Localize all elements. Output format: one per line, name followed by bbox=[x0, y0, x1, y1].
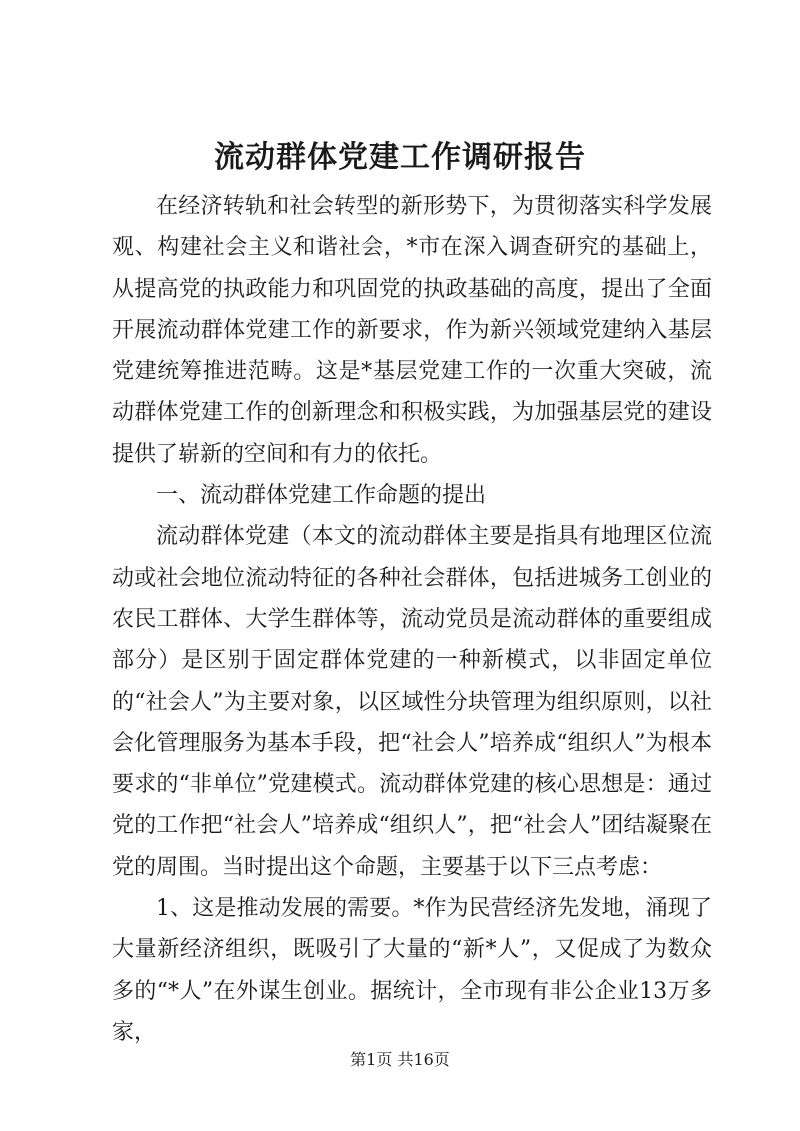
page-number-footer: 第1页 共16页 bbox=[350, 1050, 450, 1069]
paragraph-point-1: 1、这是推动发展的需要。*作为民营经济先发地，涌现了大量新经济组织，既吸引了大量的“新*人”，又促成了为数众多的“*人”在外谋生创业。据统计，全市现有非公企业13万多家， bbox=[112, 896, 712, 1045]
paragraph-definition: 流动群体党建（本文的流动群体主要是指具有地理区位流动或社会地位流动特征的各种社会群体，包括进城务工创业的农民工群体、大学生群体等，流动党员是流动群体的重要组成部分）是区别于固定群体党建的一种新模式，以非固定单位的“社会人”为主要对象，以区域性分块管理为组织原则，以社会化管理服务为基本手段，把“社会人”培养成“组织人”为根本要求的“非单位”党建模式。流动群体党建的核心思想是：通过党的工作把“社会人”培养成“组织人”，把“社会人”团结凝聚在党的周围。当时提出这个命题，主要基于以下三点考虑： bbox=[112, 524, 712, 880]
paragraph-intro: 在经济转轨和社会转型的新形势下，为贯彻落实科学发展观、构建社会主义和谐社会，*市在深入调查研究的基础上，从提高党的执政能力和巩固党的执政基础的高度，提出了全面开展流动群体党建工作的新要求，作为新兴领域党建纳入基层党建统筹推进范畴。这是*基层党建工作的一次重大突破，流动群体党建工作的创新理念和积极实践，为加强基层党的建设提供了崭新的空间和有力的依托。 bbox=[112, 194, 712, 467]
section-heading-1: 一、流动群体党建工作命题的提出 bbox=[156, 483, 487, 509]
document-title: 流动群体党建工作调研报告 bbox=[214, 140, 586, 175]
document-body bbox=[112, 186, 712, 1053]
